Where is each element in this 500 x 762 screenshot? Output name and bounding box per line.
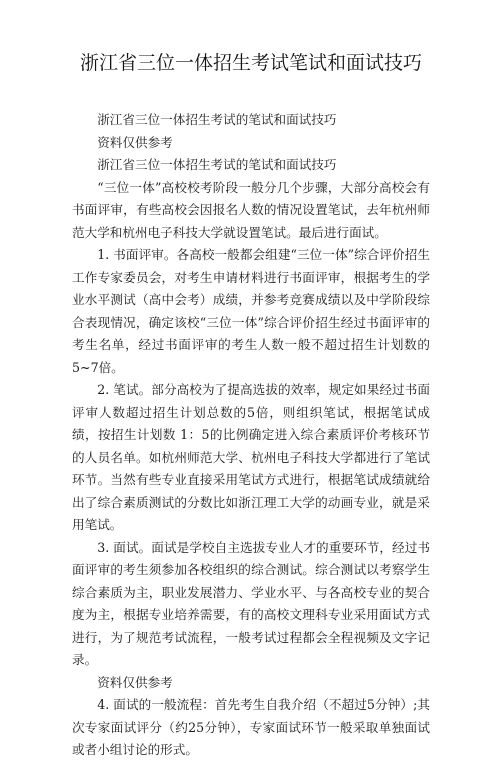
paragraph-written-exam: 2. 笔试。部分高校为了提高选拔的效率，规定如果经过书面评审人数超过招生计划总数的5倍，则组织笔试，根据笔试成绩，按招生计划数 1：5的比例确定进入综合素质评价考核环节的人员名单。如杭州师范大学、杭州电子科技大学都进行了笔试环节。当然有些专业直接采用笔试方式进行，根据笔试成绩就给出了综合素质测试的分数比如浙江理工大学的动画专业，就是采用笔试。 <box>72 382 430 532</box>
document-title: 浙江省三位一体招生考试笔试和面试技巧 <box>79 52 422 74</box>
paragraph-intro: “三位一体”高校校考阶段一般分几个步骤，大部分高校会有书面评审，有些高校会因报名人数的情况设置笔试，去年杭州师范大学和杭州电子科技大学就设置笔试。最后进行面试。 <box>72 179 430 240</box>
paragraph-written-review: 1. 书面评审。各高校一般都会组建“三位一体”综合评价招生工作专家委员会，对考生申请材料进行书面评审，根据考生的学业水平测试（高中会考）成绩，并参考竞赛成绩以及中学阶段综合表现情况，确定该校“三位一体”综合评价招生经过书面评审的考生名单，经过书面评审的考生人数一般不超过招生计划数的5~7倍。 <box>72 247 430 375</box>
paragraph-reference-note: 资料仅供参考 <box>97 134 173 150</box>
paragraph-reference-note-2: 资料仅供参考 <box>97 674 173 690</box>
paragraph-heading-repeat-2: 浙江省三位一体招生考试的笔试和面试技巧 <box>97 157 337 172</box>
paragraph-interview: 3. 面试。面试是学校自主选拔专业人才的重要环节，经过书面评审的考生须参加各校组织的综合测试。综合测试以考察学生综合素质为主，职业发展潜力、学业水平、与各高校专业的契合度为主，根据专业培养需要，有的高校文理科专业采用面试方式进行，为了规范考试流程，一般考试过程都会全程视频及文字记录。 <box>72 539 430 667</box>
paragraph-interview-process: 4. 面试的一般流程：首先考生自我介绍（不超过5分钟）;其次专家面试评分（约25分钟），专家面试环节一般采取单独面试或者小组讨论的形式。 <box>72 697 430 757</box>
document-body <box>72 109 430 762</box>
paragraph-heading-repeat: 浙江省三位一体招生考试的笔试和面试技巧 <box>97 112 337 127</box>
